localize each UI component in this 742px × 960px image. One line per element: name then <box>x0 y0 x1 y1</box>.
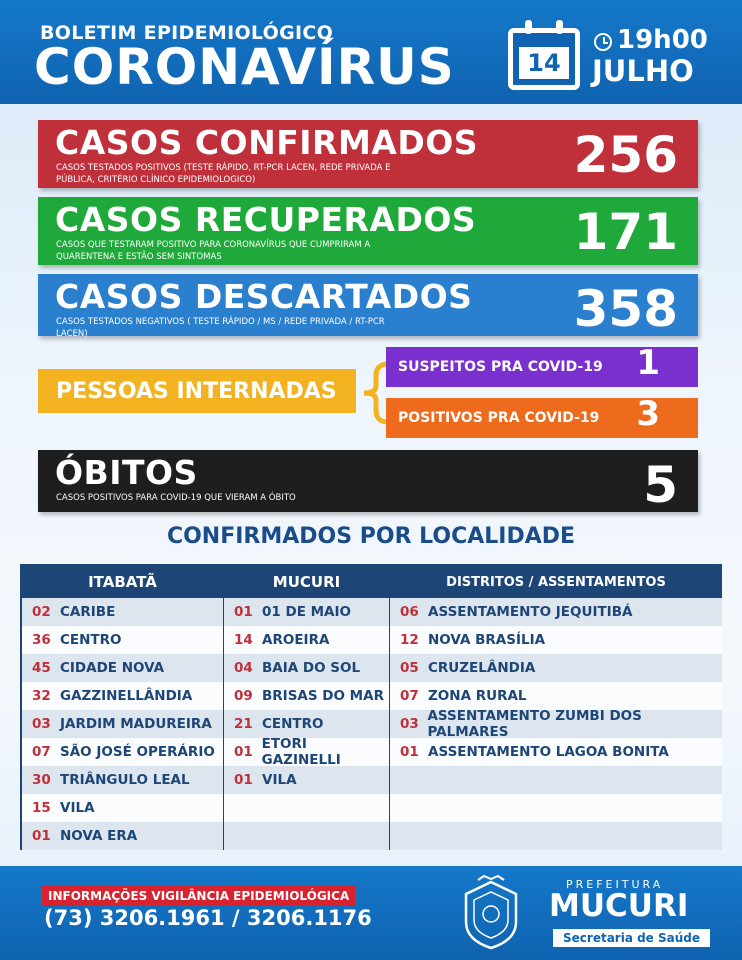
table-row <box>22 710 223 738</box>
locality-name: AROEIRA <box>262 632 330 648</box>
clock-icon <box>594 33 612 51</box>
case-count: 06 <box>400 604 419 620</box>
deaths-label: ÓBITOS <box>55 453 198 492</box>
recovered-cases-panel <box>38 197 698 265</box>
distritos-header: DISTRITOS / ASSENTAMENTOS <box>390 566 722 598</box>
table-row <box>390 738 722 766</box>
deaths-panel <box>38 450 698 512</box>
mucuri-column <box>224 566 390 848</box>
localidade-table <box>20 564 722 850</box>
table-row <box>224 654 389 682</box>
table-row <box>390 654 722 682</box>
locality-name: GAZZINELLÂNDIA <box>60 688 193 704</box>
bulletin-title: CORONAVÍRUS <box>34 38 455 96</box>
distritos-column <box>390 566 722 848</box>
case-count: 32 <box>32 688 51 704</box>
footer <box>0 866 742 960</box>
case-count: 15 <box>32 800 51 816</box>
table-row <box>22 794 223 822</box>
case-count: 03 <box>400 716 419 732</box>
bulletin-subtitle: BOLETIM EPIDEMIOLÓGICO <box>40 22 334 44</box>
table-row <box>22 626 223 654</box>
locality-name: ASSENTAMENTO JEQUITIBÁ <box>428 604 633 620</box>
table-row <box>390 822 722 850</box>
table-row <box>22 598 223 626</box>
locality-name: ETORI GAZINELLI <box>261 736 341 768</box>
case-count: 07 <box>32 744 51 760</box>
case-count: 21 <box>234 716 253 732</box>
locality-name: SÃO JOSÉ OPERÁRIO <box>60 744 215 760</box>
case-count: 01 <box>234 772 253 788</box>
table-row <box>390 626 722 654</box>
suspects-value: 1 <box>636 343 660 383</box>
itabata-header: ITABATÃ <box>22 566 223 598</box>
itabata-column <box>22 566 224 848</box>
table-row <box>390 682 722 710</box>
case-count: 01 <box>234 744 253 760</box>
section-title: CONFIRMADOS POR LOCALIDADE <box>166 524 576 549</box>
case-count: 05 <box>400 660 419 676</box>
table-row <box>22 682 223 710</box>
locality-name: BRISAS DO MAR <box>262 688 384 704</box>
locality-name: NOVA BRASÍLIA <box>428 632 546 648</box>
header <box>0 0 742 104</box>
confirmed-label: CASOS CONFIRMADOS <box>55 123 479 162</box>
secretaria-label: Secretaria de Saúde <box>553 929 710 947</box>
phone-numbers: (73) 3206.1961 / 3206.1176 <box>44 906 372 930</box>
bulletin-day: 14 <box>519 47 569 79</box>
info-label: INFORMAÇÕES VIGILÂNCIA EPIDEMIOLÓGICA <box>42 886 355 906</box>
locality-name: CENTRO <box>262 716 324 732</box>
mucuri-header: MUCURI <box>224 566 389 598</box>
recovered-label: CASOS RECUPERADOS <box>55 200 477 239</box>
recovered-value: 171 <box>573 203 678 261</box>
table-row <box>22 822 223 850</box>
suspects-panel <box>386 343 698 387</box>
city-crest-icon <box>458 874 524 952</box>
confirmed-value: 256 <box>573 126 678 184</box>
positives-value: 3 <box>636 394 660 434</box>
table-row <box>224 626 389 654</box>
deaths-desc: CASOS POSITIVOS PARA COVID-19 QUE VIERAM A ÓBITO <box>56 493 296 503</box>
case-count: 12 <box>400 632 419 648</box>
locality-name: TRIÂNGULO LEAL <box>60 772 190 788</box>
table-row <box>22 766 223 794</box>
mucuri-logo-text: MUCURI <box>549 888 689 924</box>
locality-name: CARIBE <box>60 604 116 620</box>
case-count: 01 <box>32 828 51 844</box>
discarded-label: CASOS DESCARTADOS <box>55 277 473 316</box>
case-count: 45 <box>32 660 51 676</box>
locality-name: CIDADE NOVA <box>60 660 165 676</box>
prefeitura-label: PREFEITURA <box>566 878 664 891</box>
table-row <box>224 598 389 626</box>
discarded-cases-panel <box>38 274 698 339</box>
case-count: 07 <box>400 688 419 704</box>
bulletin-time: 19h00 <box>617 25 708 55</box>
discarded-desc: CASOS TESTADOS NEGATIVOS ( TESTE RÁPIDO / MS / REDE PRIVADA / RT-PCR LACEN) <box>56 317 385 339</box>
table-row <box>224 766 389 794</box>
locality-name: VILA <box>60 800 95 816</box>
locality-name: ASSENTAMENTO ZUMBI DOS PALMARES <box>427 708 642 740</box>
locality-name: NOVA ERA <box>60 828 138 844</box>
locality-name: BAIA DO SOL <box>262 660 361 676</box>
table-row <box>22 738 223 766</box>
table-row <box>390 598 722 626</box>
case-count: 01 <box>234 604 253 620</box>
table-row <box>390 794 722 822</box>
hospitalized-label: PESSOAS INTERNADAS <box>38 369 356 413</box>
case-count: 09 <box>234 688 253 704</box>
locality-name: JARDIM MADUREIRA <box>60 716 212 732</box>
locality-name: CENTRO <box>60 632 122 648</box>
table-row <box>22 654 223 682</box>
table-row <box>224 710 389 738</box>
confirmed-desc: CASOS TESTADOS POSITIVOS (TESTE RÁPIDO, RT-PCR LACEN, REDE PRIVADA E PÚBLICA, CRITÉRIO CLÍNICO EPIDEMIOLOGICO) <box>56 163 391 185</box>
table-row <box>390 710 722 738</box>
locality-name: 01 DE MAIO <box>262 604 351 620</box>
positives-panel <box>386 394 698 438</box>
table-row <box>224 822 389 850</box>
table-row <box>224 794 389 822</box>
suspects-label: SUSPEITOS PRA COVID-19 <box>398 359 603 375</box>
discarded-value: 358 <box>573 280 678 338</box>
locality-name: ZONA RURAL <box>428 688 527 704</box>
case-count: 03 <box>32 716 51 732</box>
recovered-desc: CASOS QUE TESTARAM POSITIVO PARA CORONAVÍRUS QUE CUMPRIRAM A QUARENTENA E ESTÃO SEM SINTOMAS <box>56 240 371 262</box>
table-row <box>390 766 722 794</box>
positives-label: POSITIVOS PRA COVID-19 <box>398 410 600 426</box>
brace-icon <box>350 360 390 426</box>
case-count: 14 <box>234 632 253 648</box>
case-count: 04 <box>234 660 253 676</box>
bulletin-month: JULHO <box>592 54 694 88</box>
locality-name: VILA <box>262 772 297 788</box>
table-row <box>224 682 389 710</box>
case-count: 30 <box>32 772 51 788</box>
locality-name: CRUZELÂNDIA <box>428 660 536 676</box>
case-count: 36 <box>32 632 51 648</box>
calendar-icon <box>508 28 580 90</box>
deaths-value: 5 <box>643 456 678 514</box>
table-row <box>224 738 389 766</box>
case-count: 02 <box>32 604 51 620</box>
confirmed-cases-panel <box>38 120 698 188</box>
locality-name: ASSENTAMENTO LAGOA BONITA <box>428 744 669 760</box>
case-count: 01 <box>400 744 419 760</box>
